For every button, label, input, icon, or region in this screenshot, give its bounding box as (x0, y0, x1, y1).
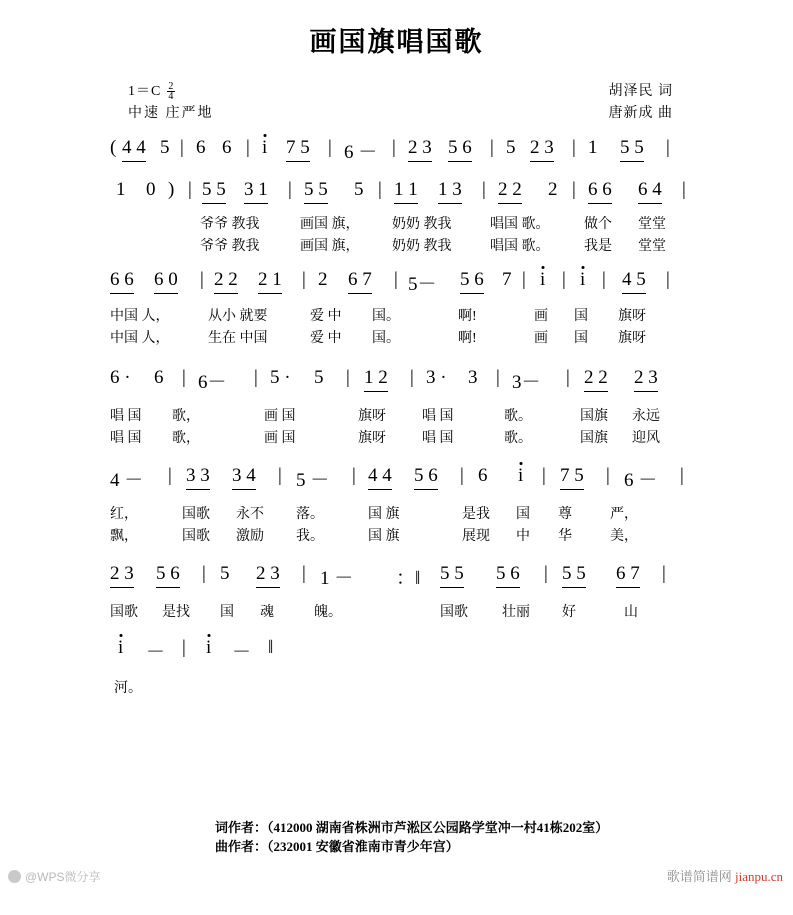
score-body (0, 137, 793, 697)
time-signature-denominator: 4 (168, 91, 175, 103)
score-system (110, 637, 683, 697)
lyricist-address: 词作者：（412000 湖南省株洲市芦淞区公园路学堂冲一村41栋202室） (215, 820, 609, 835)
lyrics-row-verse1: 爷爷 教我 画国 旗， 奶奶 教我 唱国 歌。 做个 堂堂 (200, 217, 666, 232)
page-title: 画国旗唱国歌 (309, 27, 484, 57)
lyrics-row-verse1: 河。 (114, 681, 142, 696)
time-signature-numerator: 2 (168, 81, 175, 93)
lyricist-credit: 胡泽民 词 (608, 84, 673, 99)
key-signature-line (128, 81, 214, 103)
composer-credit: 唐新成 曲 (608, 106, 673, 121)
lyrics-row-verse1: 唱 国 歌， 画 国 旗呀 唱 国 歌。 国旗 永远 (110, 409, 660, 424)
score-system (110, 269, 683, 355)
note-row: 6 · 6 | 6－ | 5 · 5 | 1 2 | 3 · 3 | 3－ | 2 2 2 3 (110, 367, 658, 393)
note-row: 1 0 ) | 5 5 3 1 | 5 5 5 | 1 1 1 3 | 2 2 2 | 6 6 6 4 | (110, 179, 683, 209)
score-system (110, 563, 683, 625)
lyrics-row-verse2: 爷爷 教我 画国 旗， 奶奶 教我 唱国 歌。 我是 堂堂 (200, 239, 666, 254)
composer-address: 曲作者：（232001 安徽省淮南市青少年宫） (215, 839, 459, 854)
contact-credits (215, 818, 608, 856)
lyrics-row-verse1: 中国 人， 从小 就要 爱 中 国。 啊! 画 国 旗呀 (110, 309, 646, 324)
score-system (110, 179, 686, 257)
score-system (110, 367, 683, 453)
lyrics-row-verse1: 红， 国歌 永不 落。 国 旗 是我 国 尊 严， (110, 507, 638, 522)
score-system (110, 137, 683, 179)
note-row: ( 4 4 5 | 6 6 | i 7 5 | 6 － | 2 3 5 6 | 5 2 3 | 1 5 5 | (110, 137, 670, 163)
score-metadata (0, 81, 793, 127)
wps-logo-icon (8, 870, 21, 883)
time-signature (167, 82, 175, 101)
lyrics-row-verse2: 中国 人， 生在 中国 爱 中 国。 啊! 画 国 旗呀 (110, 331, 646, 346)
metadata-left (128, 81, 214, 125)
note-row: 6 6 6 0 | 2 2 2 1 | 2 6 7 | 5－ 5 6 7 | i | i | 4 5 | (110, 269, 670, 295)
lyrics-row-verse1: 国歌 是找 国 魂 魄。 国歌 壮丽 好 山 (110, 605, 638, 620)
note-row: 2 3 5 6 | 5 2 3 | 1 － ：‖ 5 5 5 6 | 5 5 6 7 | (110, 563, 666, 589)
site-watermark-en: jianpu.cn (734, 869, 783, 884)
score-system (110, 465, 683, 551)
site-watermark-cn: 歌谱简谱网 (666, 869, 732, 884)
tempo-marking: 中速 庄严地 (128, 106, 214, 121)
lyrics-row-verse2: 唱 国 歌， 画 国 旗呀 唱 国 歌。 国旗 迎风 (110, 431, 660, 446)
wps-watermark-label: @WPS微分享 (25, 870, 101, 884)
metadata-right (609, 81, 674, 125)
wps-watermark (8, 868, 101, 885)
note-row: i － | i － ‖ (118, 637, 274, 663)
site-watermark (667, 866, 783, 885)
note-row: 4 － | 3 3 3 4 | 5 － | 4 4 5 6 | 6 i | 7 5 | 6 － | (110, 465, 684, 491)
key-signature: 1＝C (128, 84, 162, 99)
lyrics-row-verse2: 飘， 国歌 激励 我。 国 旗 展现 中 华 美， (110, 529, 638, 544)
